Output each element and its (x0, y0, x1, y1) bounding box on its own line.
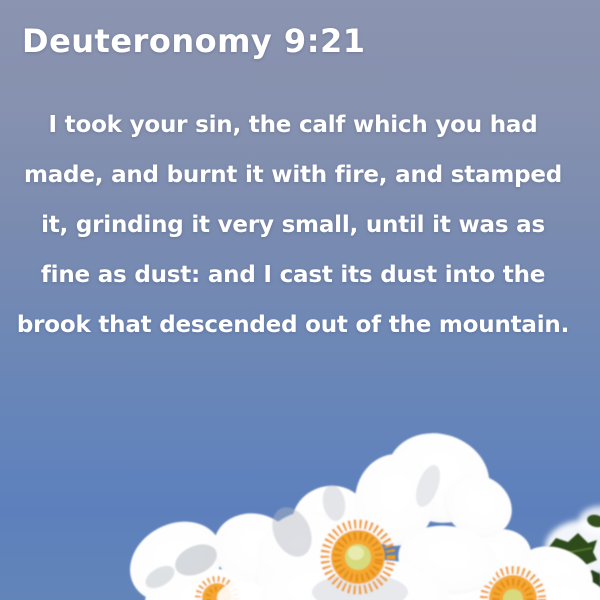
flower-photo-illustration (0, 400, 600, 600)
verse-line-1: I took your sin, the calf which you had (48, 112, 538, 138)
anemone-flower-center (243, 420, 523, 600)
verse-text-block (0, 100, 586, 350)
verse-line-2: made, and burnt it with fire, and stamped (23, 162, 563, 188)
verse-line-5: brook that descended out of the mountain. (16, 312, 570, 338)
verse-reference: Deuteronomy 9:21 (22, 22, 366, 60)
verse-line-3: it, grinding it very small, until it was as (41, 212, 545, 238)
verse-line-4: fine as dust: and I cast its dust into the (40, 262, 546, 288)
